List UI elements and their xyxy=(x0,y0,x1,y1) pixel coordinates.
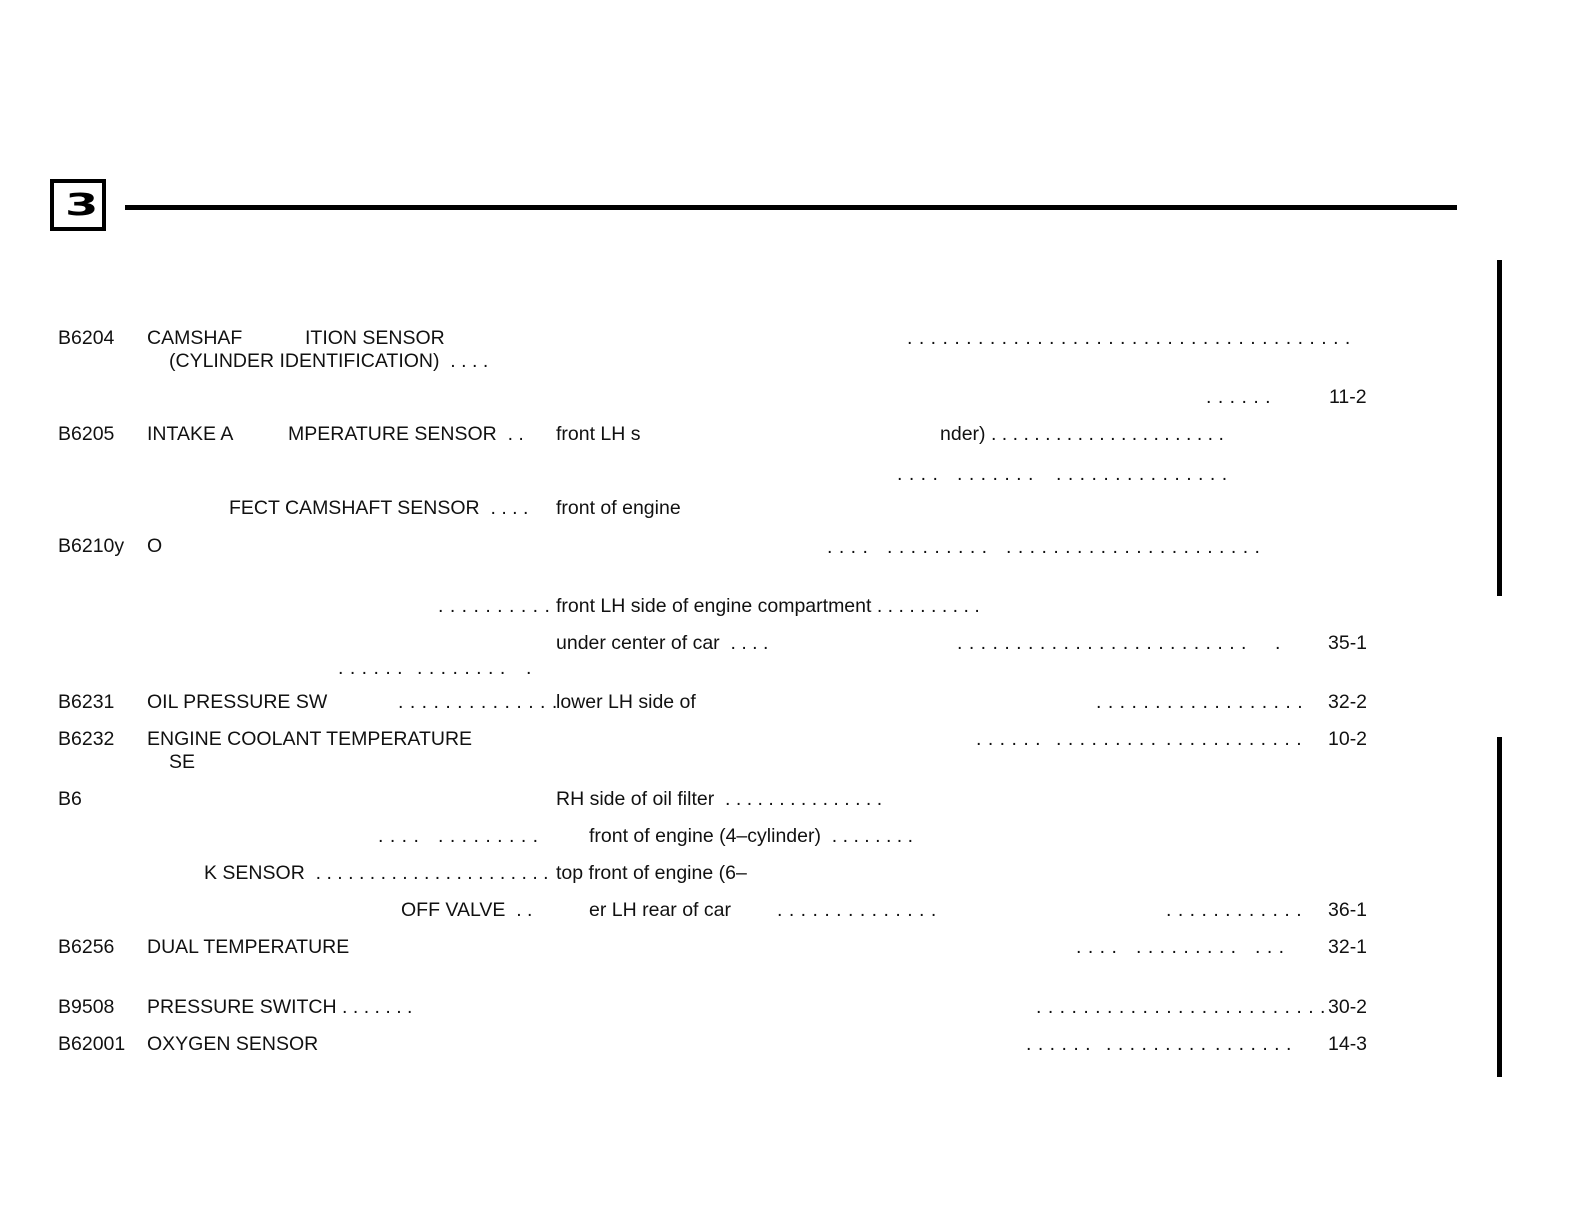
component-name: OXYGEN SENSOR xyxy=(147,1033,319,1055)
component-name: PRESSURE SWITCH . . . . . . . xyxy=(147,996,413,1018)
component-name: K SENSOR . . . . . . . . . . . . . . . . . . . . . . xyxy=(204,862,549,884)
page-reference: 36-1 xyxy=(1328,899,1368,921)
dot-leader: . . . . . . . . . . . . . . . . . . xyxy=(1096,691,1304,713)
component-location: RH side of oil filter . . . . . . . . . . . . . . . xyxy=(556,788,883,810)
dot-leader: . . . . xyxy=(827,536,869,558)
dot-leader: . . . . . . . . . . . . xyxy=(1166,728,1303,750)
component-code: B6232 xyxy=(58,728,115,750)
dot-leader: . . . . . . . . . . . . . . . . . . . . . . . . . xyxy=(957,632,1247,654)
component-name: FECT CAMSHAFT SENSOR . . . . xyxy=(229,497,529,519)
page-reference: 14-3 xyxy=(1328,1033,1368,1055)
dot-leader: . . . . . . xyxy=(976,728,1042,750)
page-reference: 10-2 xyxy=(1328,728,1368,750)
dot-leader: . . . . . . . . . xyxy=(1056,728,1157,750)
component-name: (CYLINDER IDENTIFICATION) . . . . xyxy=(169,350,489,372)
component-name: INTAKE A xyxy=(147,423,234,445)
dot-leader: . . . . . . . . . . . . . . . . . . . . . . . . . . . . . . . . . . . . . . xyxy=(907,327,1351,349)
component-name: OIL PRESSURE SW xyxy=(147,691,328,713)
dot-leader: . . . . . . . . . xyxy=(1136,936,1237,958)
component-code: B6 xyxy=(58,788,82,810)
dot-leader: . . . . . . . . . xyxy=(438,825,539,847)
section-tab xyxy=(50,179,106,231)
dot-leader: . . . . xyxy=(1076,936,1118,958)
component-location: lower LH side of xyxy=(556,691,696,713)
dot-leader: . . . . xyxy=(897,463,939,485)
dot-leader: . . . . . . . xyxy=(957,463,1034,485)
component-location: front LH s xyxy=(556,423,641,445)
page-reference: 32-1 xyxy=(1328,936,1368,958)
component-code: B6210y xyxy=(58,535,125,557)
dot-leader: . . . . . . xyxy=(1026,1033,1092,1055)
component-code: B6204 xyxy=(58,327,115,349)
header-rule xyxy=(125,205,1457,210)
dot-leader: . xyxy=(1275,632,1281,654)
component-location: front of engine xyxy=(556,497,681,519)
component-location: top front of engine (6– xyxy=(556,862,747,884)
dot-leader: . . . . . . . . . xyxy=(887,536,988,558)
dot-leader: . . . . . . . . . . . . . . xyxy=(398,691,558,713)
dot-leader: . . . . . . . . . . . . xyxy=(1166,899,1303,921)
dot-leader: . . . . . . xyxy=(1206,386,1272,408)
margin-change-bar xyxy=(1497,737,1502,1077)
component-name: CAMSHAF xyxy=(147,327,243,349)
component-location: front of engine (4–cylinder) . . . . . . . . xyxy=(589,825,914,847)
component-name: ENGINE COOLANT TEMPERATURE xyxy=(147,728,473,750)
component-location: front LH side of engine compartment . . . . . . . . . . xyxy=(556,595,980,617)
component-location: under center of car . . . . xyxy=(556,632,769,654)
component-name: MPERATURE SENSOR . . xyxy=(288,423,524,445)
dot-leader: . . . . . . . . . xyxy=(1106,1033,1207,1055)
page-reference: 32-2 xyxy=(1328,691,1368,713)
page-reference: 11-2 xyxy=(1329,386,1367,408)
dot-leader: . . . . . . . . xyxy=(417,657,506,679)
section-number: 3 xyxy=(65,188,99,223)
dot-leader: . . . xyxy=(1255,936,1285,958)
dot-leader: . . . . xyxy=(378,825,420,847)
component-code: B6256 xyxy=(58,936,115,958)
component-code: B6205 xyxy=(58,423,115,445)
page-reference: 30-2 xyxy=(1328,996,1368,1018)
component-location: nder) . . . . . . . . . . . . . . . . . . . . . . xyxy=(940,423,1224,445)
dot-leader: . . . . . . . . . . . . . . xyxy=(777,899,937,921)
dot-leader: . . . . . . . . . . . . . . . . . . . . . . . . . xyxy=(1036,996,1326,1018)
component-code: B9508 xyxy=(58,996,115,1018)
component-code: B6231 xyxy=(58,691,115,713)
dot-leader: . . . . . . xyxy=(338,657,404,679)
dot-leader: . . . . . . . xyxy=(1215,1033,1292,1055)
dot-leader: . . . . . . . . . . . . . . . . . . . . . . xyxy=(1006,536,1261,558)
page-reference: 35-1 xyxy=(1328,632,1368,654)
component-name: OFF VALVE . . xyxy=(401,899,533,921)
dot-leader: . xyxy=(526,657,532,679)
dot-leader: . . . . . . . . . . xyxy=(438,595,551,617)
component-name: ITION SENSOR xyxy=(305,327,445,349)
margin-change-bar xyxy=(1497,260,1502,596)
component-name: SE xyxy=(169,751,196,773)
component-name: O xyxy=(147,535,163,557)
dot-leader: . . . . . . . . . . . . . . . xyxy=(1056,463,1228,485)
component-name: DUAL TEMPERATURE xyxy=(147,936,350,958)
component-location: er LH rear of car xyxy=(589,899,731,921)
component-code: B62001 xyxy=(58,1033,126,1055)
